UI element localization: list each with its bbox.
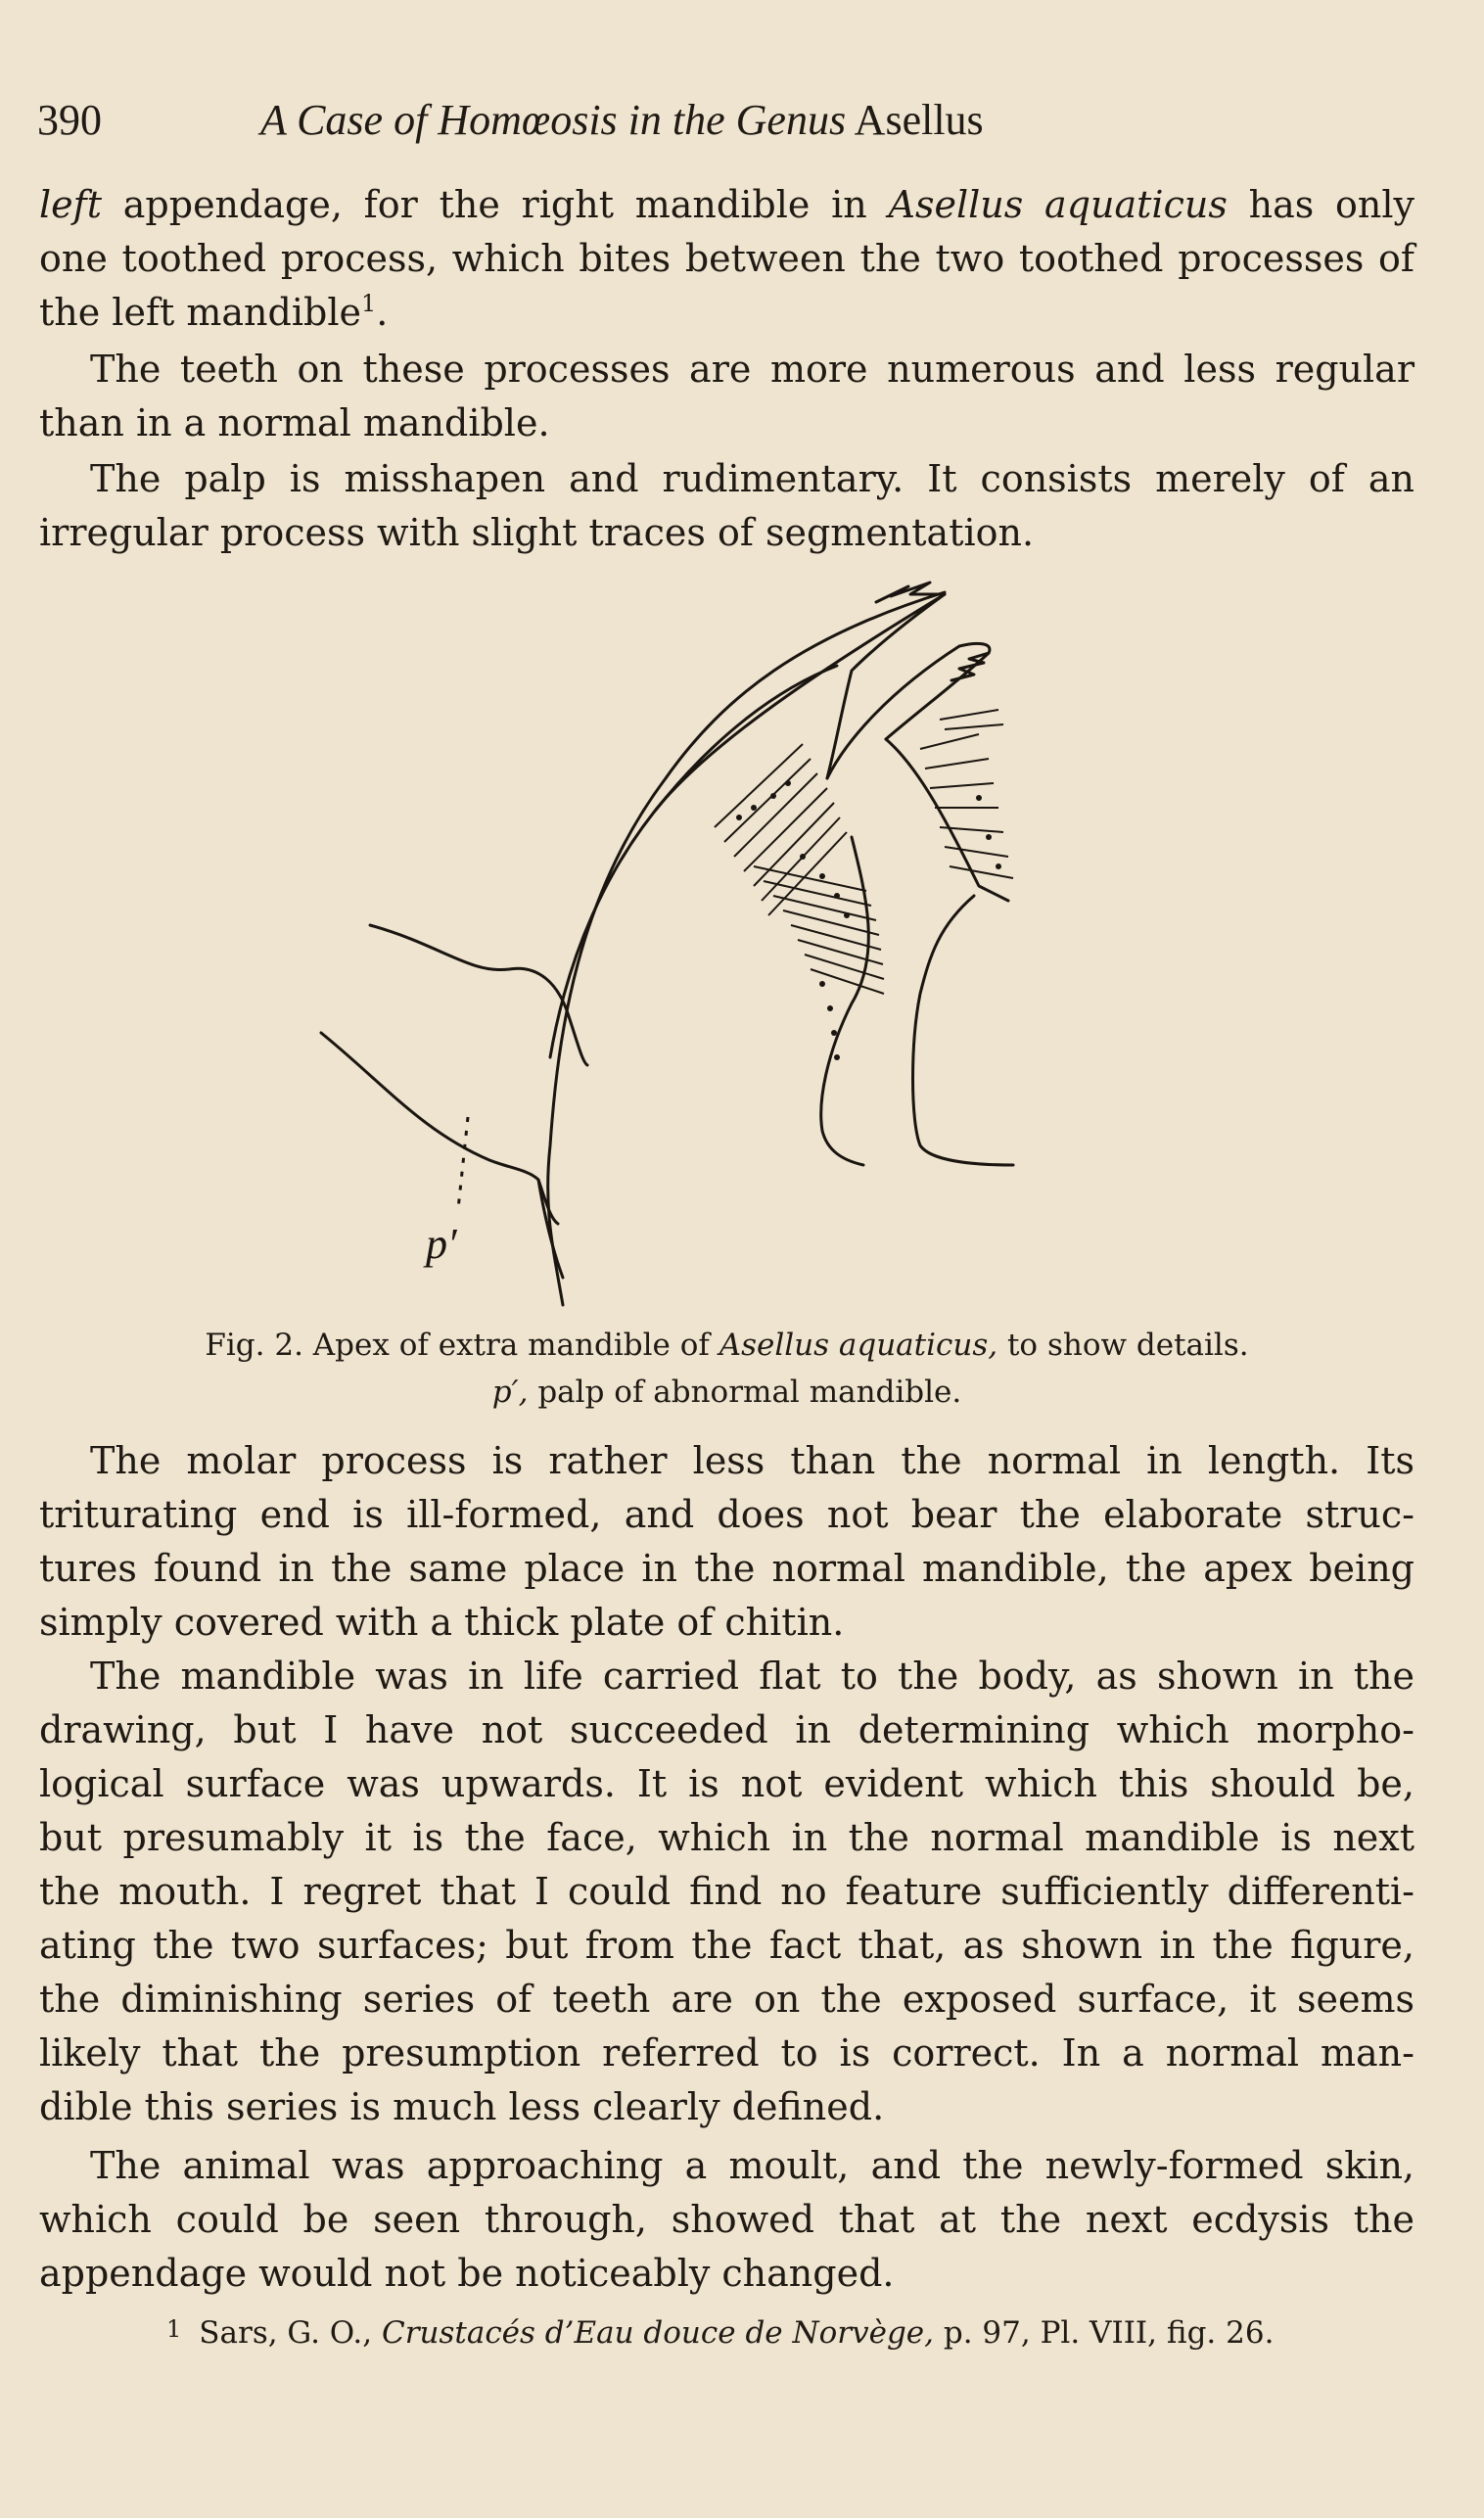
paragraph-5 bbox=[39, 1650, 1414, 2134]
text-line: The animal was approaching a moult, and the newly-formed skin, bbox=[90, 2144, 1414, 2187]
mandible-outer-edge bbox=[548, 592, 945, 1305]
running-title-genus: Asellus bbox=[854, 96, 984, 144]
text-line: drawing, but I have not succeeded in determining which morpho- bbox=[39, 1708, 1414, 1751]
text-line: which could be seen through, showed that at the next ecdysis the bbox=[39, 2198, 1414, 2241]
setal-row-outline bbox=[886, 739, 1008, 901]
footnote-ref: 1 bbox=[360, 290, 377, 317]
palp-upper-line bbox=[370, 925, 587, 1065]
running-title bbox=[260, 86, 984, 155]
palp-label: p′ bbox=[426, 1220, 457, 1268]
figure-caption bbox=[39, 1322, 1414, 1416]
text-line: The teeth on these processes are more numerous and less regular bbox=[90, 348, 1414, 391]
palp-lower-line bbox=[321, 1033, 558, 1224]
paragraph-3 bbox=[39, 452, 1414, 560]
footnote bbox=[166, 2306, 1274, 2356]
palp-leader-line bbox=[458, 1117, 468, 1209]
text-line: the diminishing series of teeth are on the exposed surface, it seems bbox=[39, 1978, 1414, 2021]
text-line: dible this series is much less clearly defined. bbox=[39, 2085, 885, 2128]
page-number: 390 bbox=[37, 96, 102, 144]
stippled-setae bbox=[715, 710, 1013, 994]
caption-line bbox=[39, 1369, 1414, 1416]
running-head bbox=[37, 86, 1408, 155]
text-line: The molar process is rather less than the normal in length. Its bbox=[90, 1439, 1414, 1482]
mandible-figure bbox=[294, 573, 1175, 1317]
paragraph-1 bbox=[39, 178, 1414, 340]
text-run: appendage, for the right mandible in bbox=[101, 183, 889, 226]
text-run: . bbox=[376, 291, 389, 334]
molar-inner bbox=[913, 896, 1014, 1165]
mandible-inner-edge bbox=[550, 666, 837, 1057]
species-name: Asellus aquaticus bbox=[888, 183, 1228, 226]
paragraph-4 bbox=[39, 1434, 1414, 1650]
paragraph-2 bbox=[39, 343, 1414, 450]
footnote-marker: 1 bbox=[166, 2315, 182, 2343]
running-title-italic: A Case of Homœosis in the Genus bbox=[260, 96, 847, 144]
text-line: ating the two surfaces; but from the fact that, as shown in the figure, bbox=[39, 1924, 1414, 1967]
footnote-author: Sars, G. O., bbox=[199, 2315, 382, 2351]
text-line: but presumably it is the face, which in the normal mandible is next bbox=[39, 1816, 1414, 1859]
footnote-ref: p. 97, Pl. VIII, fig. 26. bbox=[934, 2315, 1275, 2351]
caption-text: palp of abnormal mandible. bbox=[528, 1375, 962, 1410]
text-line: one toothed process, which bites between the two toothed processes of bbox=[39, 237, 1414, 280]
text-line: than in a normal mandible. bbox=[39, 401, 550, 444]
italic-word: left bbox=[39, 183, 102, 226]
text-line: The mandible was in life carried flat to the body, as shown in the bbox=[90, 1655, 1414, 1698]
text-line: tures found in the same place in the normal mandible, the apex being bbox=[39, 1547, 1414, 1590]
text-line: likely that the presumption referred to is correct. In a normal man- bbox=[39, 2031, 1414, 2075]
text-run: the left mandible bbox=[39, 291, 361, 334]
text-line: The palp is misshapen and rudimentary. It consists merely of an bbox=[90, 457, 1414, 500]
text-line: the mouth. I regret that I could find no feature sufficiently differenti- bbox=[39, 1870, 1414, 1913]
footnote-work: Crustacés d’Eau douce de Norvège, bbox=[381, 2315, 935, 2351]
text-line: logical surface was upwards. It is not evident which this should be, bbox=[39, 1762, 1414, 1805]
text-line: triturating end is ill-formed, and does not bear the elaborate struc- bbox=[39, 1493, 1414, 1536]
species-name: Asellus aquaticus, bbox=[719, 1328, 998, 1363]
caption-text: to show details. bbox=[997, 1328, 1249, 1363]
caption-line bbox=[39, 1322, 1414, 1369]
text-line: appendage would not be noticeably changed. bbox=[39, 2252, 895, 2295]
text-run: has only bbox=[1227, 183, 1415, 226]
palp-symbol: p′, bbox=[491, 1375, 529, 1410]
text-line: simply covered with a thick plate of chitin. bbox=[39, 1601, 845, 1644]
caption-text: Fig. 2. Apex of extra mandible of bbox=[205, 1328, 719, 1363]
text-line bbox=[39, 178, 1414, 232]
text-line: irregular process with slight traces of segmentation. bbox=[39, 511, 1035, 554]
paragraph-6 bbox=[39, 2139, 1414, 2301]
middle-process bbox=[827, 643, 990, 778]
text-line bbox=[39, 286, 1414, 340]
upper-process bbox=[656, 594, 945, 810]
